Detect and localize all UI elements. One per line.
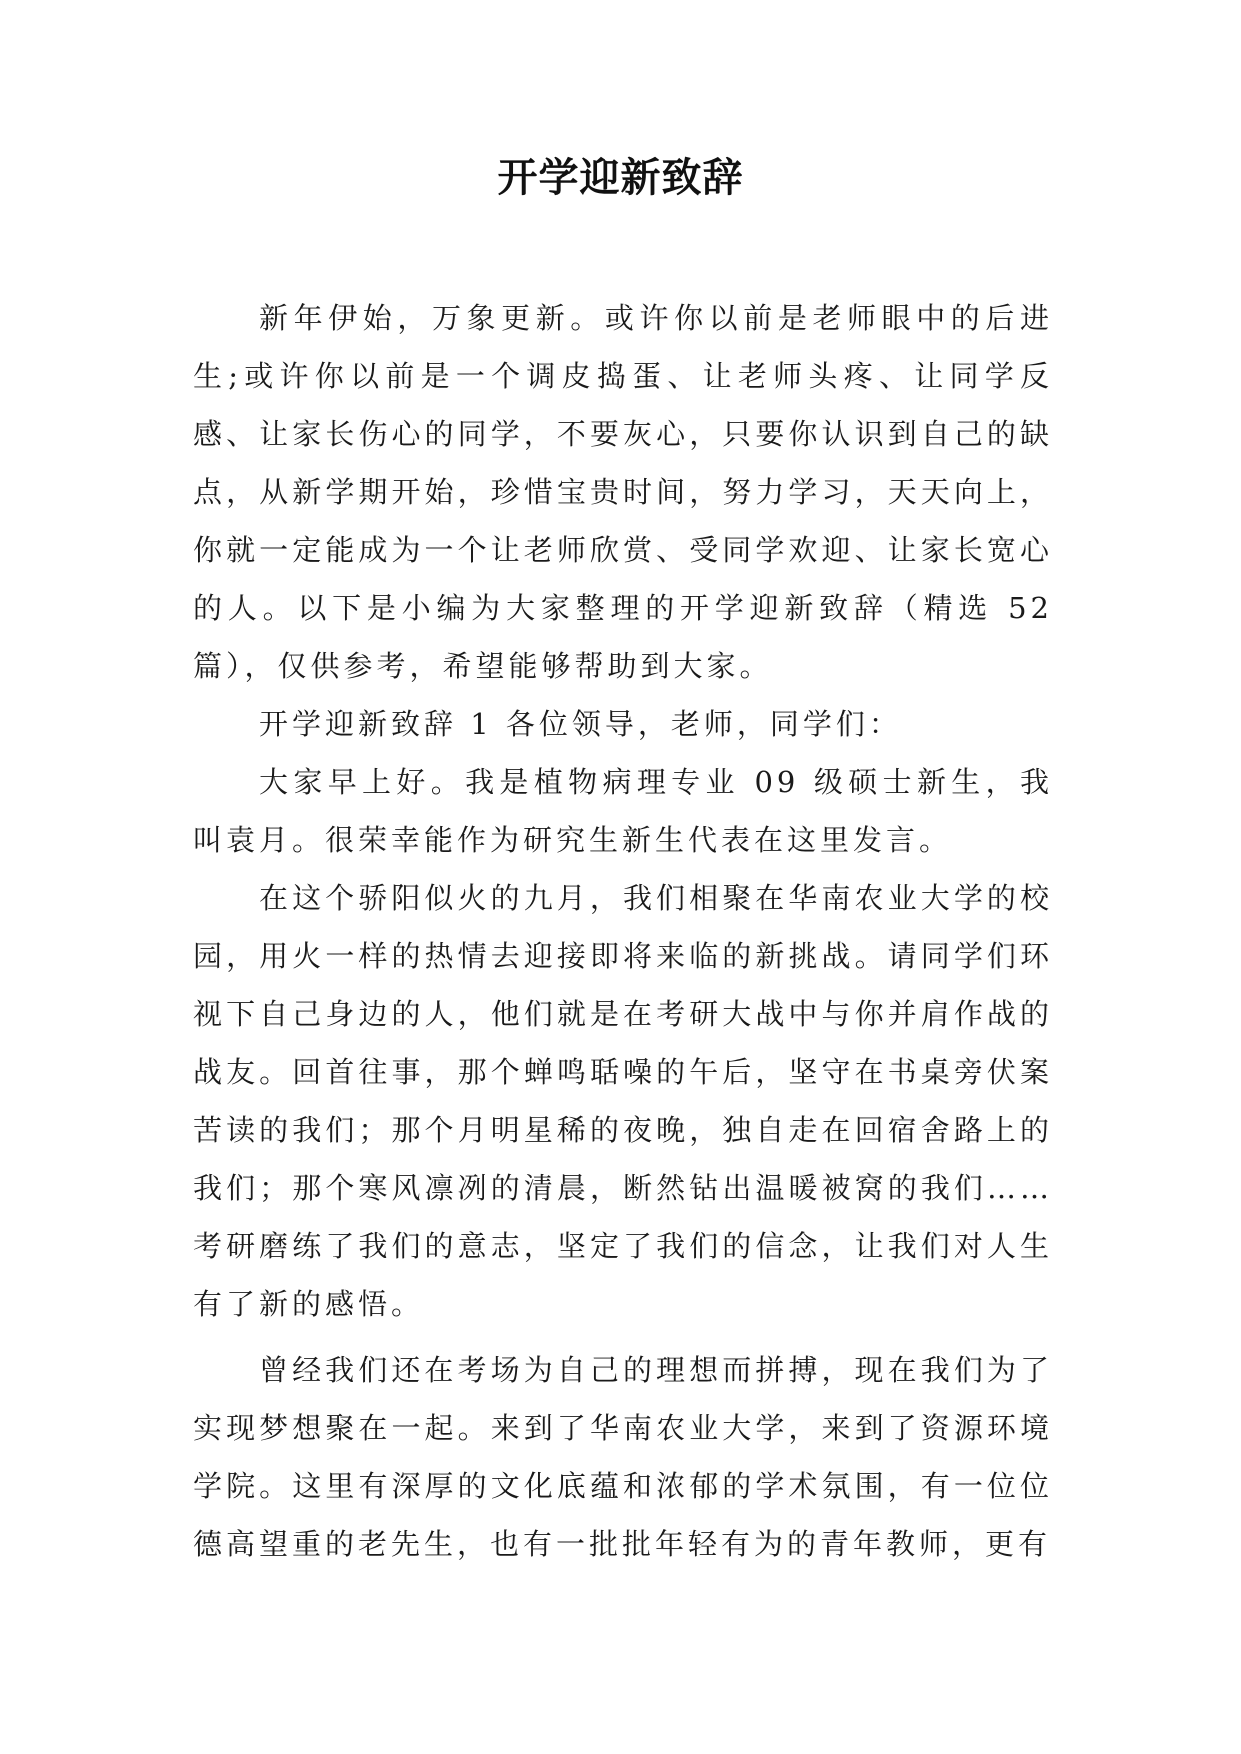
paragraph-intro: 新年伊始，万象更新。或许你以前是老师眼中的后进生;或许你以前是一个调皮捣蛋、让老师头疼、让同学反感、让家长伤心的同学，不要灰心，只要你认识到自己的缺点，从新学期开始，珍惜宝贵时间，努力学习，天天向上，你就一定能成为一个让老师欣赏、受同学欢迎、让家长宽心的人。以下是小编为大家整理的开学迎新致辞（精选 52 篇），仅供参考，希望能够帮助到大家。 <box>193 301 1053 683</box>
paragraph-college: 曾经我们还在考场为自己的理想而拼搏，现在我们为了实现梦想聚在一起。来到了华南农业大学，来到了资源环境学院。这里有深厚的文化底蕴和浓郁的学术氛围，有一位位德高望重的老先生，也有一批批年轻有为的青年教师，更有 <box>193 1353 1053 1561</box>
document-title: 开学迎新致辞 <box>497 155 744 201</box>
paragraph-campus-memories: 在这个骄阳似火的九月，我们相聚在华南农业大学的校园，用火一样的热情去迎接即将来临的新挑战。请同学们环视下自己身边的人，他们就是在考研大战中与你并肩作战的战友。回首往事，那个蝉鸣聒噪的午后，坚守在书桌旁伏案苦读的我们；那个月明星稀的夜晚，独自走在回宿舍路上的我们；那个寒风凛冽的清晨，断然钻出温暖被窝的我们……考研磨练了我们的意志，坚定了我们的信念，让我们对人生有了新的感悟。 <box>193 881 1053 1321</box>
document-body <box>193 289 1053 1573</box>
paragraph-greeting: 开学迎新致辞 1 各位领导，老师，同学们： <box>259 707 902 741</box>
paragraph-self-introduction: 大家早上好。我是植物病理专业 09 级硕士新生，我叫袁月。很荣幸能作为研究生新生代表在这里发言。 <box>193 765 1053 857</box>
